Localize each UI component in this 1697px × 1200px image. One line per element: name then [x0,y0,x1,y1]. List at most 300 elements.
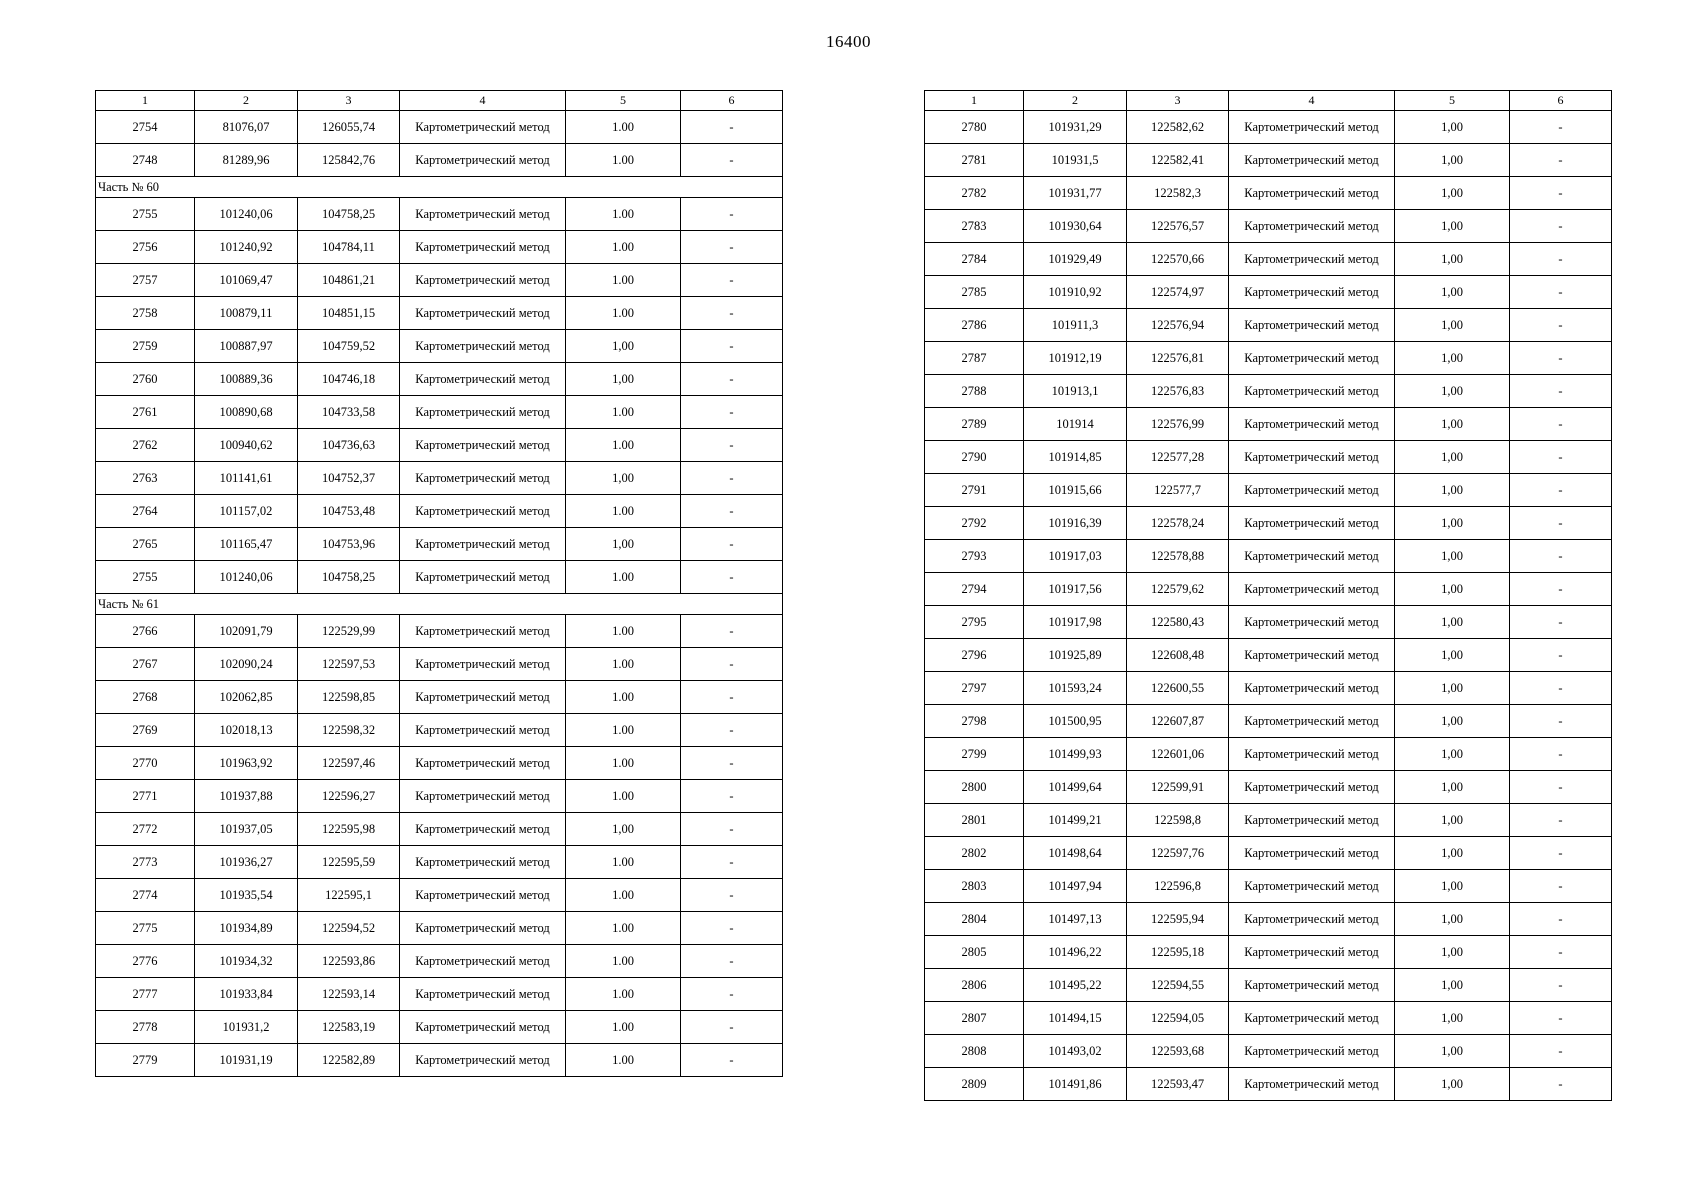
y-coordinate-cell: 104753,48 [298,495,400,528]
table-row [96,111,783,144]
point-number-cell: 2794 [925,573,1024,606]
y-coordinate-cell: 122593,14 [298,978,400,1011]
description-cell: - [1510,243,1612,276]
table-row [96,846,783,879]
description-cell: - [681,198,783,231]
method-cell: Картометрический метод [400,714,566,747]
point-number-cell: 2785 [925,276,1024,309]
y-coordinate-cell: 104759,52 [298,330,400,363]
description-cell: - [1510,210,1612,243]
accuracy-cell: 1.00 [566,648,681,681]
accuracy-cell: 1.00 [566,561,681,594]
table-row [925,210,1612,243]
accuracy-cell: 1,00 [1395,738,1510,771]
accuracy-cell: 1,00 [1395,375,1510,408]
accuracy-cell: 1.00 [566,111,681,144]
point-number-cell: 2800 [925,771,1024,804]
description-cell: - [681,879,783,912]
description-cell: - [681,978,783,1011]
table-row [925,540,1612,573]
column-header: 2 [195,91,298,111]
method-cell: Картометрический метод [1229,540,1395,573]
method-cell: Картометрический метод [400,1011,566,1044]
description-cell: - [1510,540,1612,573]
accuracy-cell: 1,00 [1395,276,1510,309]
table-row [925,606,1612,639]
point-number-cell: 2806 [925,969,1024,1002]
point-number-cell: 2789 [925,408,1024,441]
table-row [925,672,1612,705]
method-cell: Картометрический метод [400,297,566,330]
table-row [96,879,783,912]
x-coordinate-cell: 101499,93 [1024,738,1127,771]
x-coordinate-cell: 101240,92 [195,231,298,264]
description-cell: - [1510,177,1612,210]
table-row [925,936,1612,969]
method-cell: Картометрический метод [1229,573,1395,606]
accuracy-cell: 1,00 [1395,540,1510,573]
accuracy-cell: 1,00 [1395,177,1510,210]
point-number-cell: 2791 [925,474,1024,507]
table-row [96,528,783,561]
x-coordinate-cell: 101931,29 [1024,111,1127,144]
accuracy-cell: 1.00 [566,264,681,297]
table-row [96,495,783,528]
method-cell: Картометрический метод [400,111,566,144]
accuracy-cell: 1,00 [1395,243,1510,276]
table-row [925,837,1612,870]
description-cell: - [1510,144,1612,177]
description-cell: - [681,111,783,144]
x-coordinate-cell: 101913,1 [1024,375,1127,408]
point-number-cell: 2757 [96,264,195,297]
method-cell: Картометрический метод [400,198,566,231]
point-number-cell: 2760 [96,363,195,396]
method-cell: Картометрический метод [400,813,566,846]
table-row [925,1068,1612,1101]
accuracy-cell: 1,00 [1395,672,1510,705]
method-cell: Картометрический метод [1229,507,1395,540]
table-row [925,903,1612,936]
method-cell: Картометрический метод [1229,771,1395,804]
accuracy-cell: 1,00 [1395,474,1510,507]
section-row [96,177,783,198]
method-cell: Картометрический метод [400,615,566,648]
column-header: 6 [1510,91,1612,111]
description-cell: - [681,462,783,495]
method-cell: Картометрический метод [1229,210,1395,243]
y-coordinate-cell: 104733,58 [298,396,400,429]
y-coordinate-cell: 122601,06 [1127,738,1229,771]
method-cell: Картометрический метод [1229,639,1395,672]
description-cell: - [681,1044,783,1077]
table-row [96,561,783,594]
y-coordinate-cell: 104753,96 [298,528,400,561]
page-number: 16400 [826,32,871,51]
y-coordinate-cell: 122529,99 [298,615,400,648]
accuracy-cell: 1,00 [1395,771,1510,804]
description-cell: - [681,429,783,462]
accuracy-cell: 1,00 [566,528,681,561]
accuracy-cell: 1,00 [1395,1002,1510,1035]
x-coordinate-cell: 102090,24 [195,648,298,681]
x-coordinate-cell: 102018,13 [195,714,298,747]
accuracy-cell: 1.00 [566,780,681,813]
point-number-cell: 2781 [925,144,1024,177]
x-coordinate-cell: 100879,11 [195,297,298,330]
description-cell: - [1510,1002,1612,1035]
point-number-cell: 2777 [96,978,195,1011]
x-coordinate-cell: 101493,02 [1024,1035,1127,1068]
point-number-cell: 2768 [96,681,195,714]
point-number-cell: 2784 [925,243,1024,276]
y-coordinate-cell: 104758,25 [298,198,400,231]
description-cell: - [1510,870,1612,903]
x-coordinate-cell: 101936,27 [195,846,298,879]
y-coordinate-cell: 122576,83 [1127,375,1229,408]
table-row [96,780,783,813]
x-coordinate-cell: 100889,36 [195,363,298,396]
accuracy-cell: 1.00 [566,1011,681,1044]
table-header-row [96,91,783,111]
method-cell: Картометрический метод [1229,1035,1395,1068]
method-cell: Картометрический метод [400,681,566,714]
method-cell: Картометрический метод [1229,342,1395,375]
description-cell: - [1510,738,1612,771]
accuracy-cell: 1,00 [1395,870,1510,903]
point-number-cell: 2766 [96,615,195,648]
x-coordinate-cell: 81076,07 [195,111,298,144]
accuracy-cell: 1.00 [566,396,681,429]
table-row [96,813,783,846]
description-cell: - [1510,969,1612,1002]
y-coordinate-cell: 122582,62 [1127,111,1229,144]
table-row [96,144,783,177]
x-coordinate-cell: 100887,97 [195,330,298,363]
method-cell: Картометрический метод [400,264,566,297]
description-cell: - [1510,804,1612,837]
method-cell: Картометрический метод [1229,375,1395,408]
description-cell: - [681,780,783,813]
point-number-cell: 2809 [925,1068,1024,1101]
x-coordinate-cell: 101930,64 [1024,210,1127,243]
accuracy-cell: 1.00 [566,198,681,231]
x-coordinate-cell: 101917,56 [1024,573,1127,606]
description-cell: - [681,396,783,429]
x-coordinate-cell: 101240,06 [195,198,298,231]
y-coordinate-cell: 122579,62 [1127,573,1229,606]
table-row [925,573,1612,606]
x-coordinate-cell: 102091,79 [195,615,298,648]
accuracy-cell: 1,00 [566,330,681,363]
description-cell: - [1510,672,1612,705]
point-number-cell: 2798 [925,705,1024,738]
column-header: 4 [400,91,566,111]
x-coordinate-cell: 101931,77 [1024,177,1127,210]
y-coordinate-cell: 122596,8 [1127,870,1229,903]
description-cell: - [1510,771,1612,804]
method-cell: Картометрический метод [400,561,566,594]
description-cell: - [1510,1035,1612,1068]
accuracy-cell: 1,00 [1395,804,1510,837]
x-coordinate-cell: 101500,95 [1024,705,1127,738]
y-coordinate-cell: 122597,76 [1127,837,1229,870]
point-number-cell: 2796 [925,639,1024,672]
table-row [96,462,783,495]
point-number-cell: 2797 [925,672,1024,705]
method-cell: Картометрический метод [1229,870,1395,903]
accuracy-cell: 1.00 [566,879,681,912]
table-row [96,363,783,396]
table-row [925,111,1612,144]
coordinates-table-left [95,90,783,1077]
description-cell: - [681,714,783,747]
method-cell: Картометрический метод [400,231,566,264]
point-number-cell: 2808 [925,1035,1024,1068]
accuracy-cell: 1,00 [1395,1035,1510,1068]
column-header: 3 [298,91,400,111]
x-coordinate-cell: 101910,92 [1024,276,1127,309]
accuracy-cell: 1,00 [1395,408,1510,441]
y-coordinate-cell: 122607,87 [1127,705,1229,738]
x-coordinate-cell: 101499,64 [1024,771,1127,804]
table-row [96,1011,783,1044]
description-cell: - [1510,309,1612,342]
accuracy-cell: 1,00 [1395,639,1510,672]
point-number-cell: 2793 [925,540,1024,573]
accuracy-cell: 1,00 [1395,936,1510,969]
method-cell: Картометрический метод [1229,672,1395,705]
point-number-cell: 2763 [96,462,195,495]
method-cell: Картометрический метод [1229,441,1395,474]
accuracy-cell: 1,00 [1395,606,1510,639]
description-cell: - [681,495,783,528]
table-row [925,771,1612,804]
column-header: 5 [1395,91,1510,111]
x-coordinate-cell: 101498,64 [1024,837,1127,870]
y-coordinate-cell: 122595,1 [298,879,400,912]
accuracy-cell: 1.00 [566,681,681,714]
x-coordinate-cell: 100890,68 [195,396,298,429]
method-cell: Картометрический метод [1229,606,1395,639]
description-cell: - [1510,606,1612,639]
method-cell: Картометрический метод [1229,111,1395,144]
column-header: 3 [1127,91,1229,111]
table-row [925,276,1612,309]
method-cell: Картометрический метод [400,1044,566,1077]
x-coordinate-cell: 101914 [1024,408,1127,441]
table-row [925,474,1612,507]
point-number-cell: 2783 [925,210,1024,243]
description-cell: - [681,363,783,396]
x-coordinate-cell: 101240,06 [195,561,298,594]
accuracy-cell: 1.00 [566,1044,681,1077]
description-cell: - [681,846,783,879]
point-number-cell: 2780 [925,111,1024,144]
table-row [96,681,783,714]
accuracy-cell: 1.00 [566,846,681,879]
y-coordinate-cell: 122598,85 [298,681,400,714]
method-cell: Картометрический метод [400,144,566,177]
point-number-cell: 2804 [925,903,1024,936]
accuracy-cell: 1,00 [1395,1068,1510,1101]
point-number-cell: 2786 [925,309,1024,342]
table-row [96,264,783,297]
description-cell: - [681,264,783,297]
table-row [925,804,1612,837]
method-cell: Картометрический метод [400,945,566,978]
y-coordinate-cell: 122582,89 [298,1044,400,1077]
accuracy-cell: 1.00 [566,495,681,528]
accuracy-cell: 1.00 [566,978,681,1011]
accuracy-cell: 1,00 [1395,111,1510,144]
y-coordinate-cell: 122595,94 [1127,903,1229,936]
description-cell: - [681,747,783,780]
y-coordinate-cell: 122595,18 [1127,936,1229,969]
description-cell: - [1510,342,1612,375]
x-coordinate-cell: 101917,03 [1024,540,1127,573]
x-coordinate-cell: 101934,32 [195,945,298,978]
point-number-cell: 2788 [925,375,1024,408]
y-coordinate-cell: 122582,41 [1127,144,1229,177]
point-number-cell: 2778 [96,1011,195,1044]
accuracy-cell: 1.00 [566,231,681,264]
method-cell: Картометрический метод [400,528,566,561]
description-cell: - [681,1011,783,1044]
table-body-right [925,111,1612,1101]
table-row [925,408,1612,441]
x-coordinate-cell: 101931,19 [195,1044,298,1077]
column-header: 2 [1024,91,1127,111]
column-header: 1 [925,91,1024,111]
accuracy-cell: 1.00 [566,912,681,945]
description-cell: - [681,561,783,594]
accuracy-cell: 1,00 [1395,342,1510,375]
method-cell: Картометрический метод [1229,903,1395,936]
x-coordinate-cell: 101933,84 [195,978,298,1011]
y-coordinate-cell: 104784,11 [298,231,400,264]
accuracy-cell: 1.00 [566,144,681,177]
accuracy-cell: 1,00 [1395,705,1510,738]
table-row [925,375,1612,408]
accuracy-cell: 1,00 [1395,210,1510,243]
y-coordinate-cell: 122577,7 [1127,474,1229,507]
point-number-cell: 2754 [96,111,195,144]
accuracy-cell: 1,00 [1395,441,1510,474]
x-coordinate-cell: 101916,39 [1024,507,1127,540]
method-cell: Картометрический метод [1229,1068,1395,1101]
description-cell: - [681,528,783,561]
accuracy-cell: 1.00 [566,615,681,648]
accuracy-cell: 1.00 [566,429,681,462]
accuracy-cell: 1,00 [1395,837,1510,870]
method-cell: Картометрический метод [1229,144,1395,177]
point-number-cell: 2792 [925,507,1024,540]
y-coordinate-cell: 122594,52 [298,912,400,945]
x-coordinate-cell: 101912,19 [1024,342,1127,375]
table-row [96,714,783,747]
table-row [925,441,1612,474]
table-row [925,243,1612,276]
description-cell: - [1510,903,1612,936]
point-number-cell: 2772 [96,813,195,846]
x-coordinate-cell: 101069,47 [195,264,298,297]
coordinates-table-right [924,90,1612,1101]
y-coordinate-cell: 122599,91 [1127,771,1229,804]
point-number-cell: 2779 [96,1044,195,1077]
method-cell: Картометрический метод [1229,705,1395,738]
table-row [96,747,783,780]
y-coordinate-cell: 122595,59 [298,846,400,879]
accuracy-cell: 1,00 [566,813,681,846]
x-coordinate-cell: 101934,89 [195,912,298,945]
point-number-cell: 2761 [96,396,195,429]
point-number-cell: 2803 [925,870,1024,903]
accuracy-cell: 1,00 [1395,969,1510,1002]
accuracy-cell: 1,00 [1395,309,1510,342]
y-coordinate-cell: 122593,47 [1127,1068,1229,1101]
y-coordinate-cell: 104746,18 [298,363,400,396]
table-row [925,342,1612,375]
x-coordinate-cell: 101495,22 [1024,969,1127,1002]
method-cell: Картометрический метод [1229,738,1395,771]
method-cell: Картометрический метод [400,648,566,681]
table-row [925,705,1612,738]
table-row [96,945,783,978]
x-coordinate-cell: 101963,92 [195,747,298,780]
method-cell: Картометрический метод [400,747,566,780]
point-number-cell: 2790 [925,441,1024,474]
x-coordinate-cell: 101496,22 [1024,936,1127,969]
table-row [96,231,783,264]
x-coordinate-cell: 101937,05 [195,813,298,846]
method-cell: Картометрический метод [1229,408,1395,441]
x-coordinate-cell: 101914,85 [1024,441,1127,474]
table-body-left [96,111,783,1077]
table-row [96,198,783,231]
y-coordinate-cell: 104736,63 [298,429,400,462]
table-row [925,177,1612,210]
y-coordinate-cell: 122600,55 [1127,672,1229,705]
x-coordinate-cell: 102062,85 [195,681,298,714]
y-coordinate-cell: 122578,24 [1127,507,1229,540]
table-row [96,912,783,945]
description-cell: - [1510,408,1612,441]
point-number-cell: 2799 [925,738,1024,771]
description-cell: - [681,615,783,648]
point-number-cell: 2769 [96,714,195,747]
method-cell: Картометрический метод [400,780,566,813]
description-cell: - [681,945,783,978]
y-coordinate-cell: 122594,55 [1127,969,1229,1002]
y-coordinate-cell: 122578,88 [1127,540,1229,573]
x-coordinate-cell: 101915,66 [1024,474,1127,507]
y-coordinate-cell: 122593,86 [298,945,400,978]
y-coordinate-cell: 122576,99 [1127,408,1229,441]
method-cell: Картометрический метод [400,330,566,363]
x-coordinate-cell: 101165,47 [195,528,298,561]
table-row [925,639,1612,672]
x-coordinate-cell: 101931,5 [1024,144,1127,177]
accuracy-cell: 1,00 [1395,903,1510,936]
method-cell: Картометрический метод [400,396,566,429]
table-row [96,297,783,330]
table-row [96,396,783,429]
accuracy-cell: 1.00 [566,945,681,978]
description-cell: - [681,813,783,846]
description-cell: - [681,144,783,177]
section-label: Часть № 61 [96,594,783,615]
